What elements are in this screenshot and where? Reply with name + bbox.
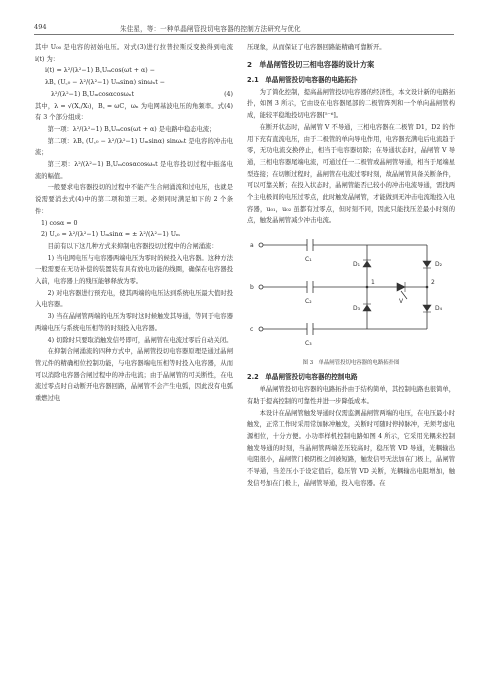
formula-text-3: λ²/(λ²−1) B꜀Uₘcosαcosωₙt [51, 90, 135, 98]
section-heading-2: 2 单晶闸管投切三相电容器的设计方案 [247, 59, 375, 69]
label-a: a [250, 242, 254, 250]
equation-number: (4) [224, 90, 233, 98]
control-paragraph-1: 单晶闸管投切电容器的电路拓扑由于结构简单，其控制电路也很简单，有助于提高控制的可靠性并进一步降低成本。 [247, 386, 455, 405]
label-d2: D₂ [435, 261, 443, 269]
condition-2: 2) U꜀₀ = λ²/(λ²−1) Uₘsinα = ± λ²/(λ²−1) Uₘ [41, 231, 180, 239]
circuit-diagram [247, 231, 455, 349]
topology-paragraph-2: 在断开状态时，晶闸管 V 不导通，三相电容器在二极管 D1，D2 的作用下充有直流电压，由于二极管的单向导电作用，电容器充满电后电流趋于零，无功电流交换停止，相当于电容器切除；在导通状态时，晶闸管 V 导通，三相电容器尾端电流，可通过任一二极管或晶闸管导通，相当于尾端星型连接；在切断过程时，晶闸管在电流过零时刻，故晶闸管具备关断条件，可以可靠关断；在投入状态时，晶闸管能否已较小的冲击电流导通，需找两个主电极间的电压过零点，此时触发晶闸管，才能做到无冲击电流地投入电容器，u₀₁，u₀₂ 虽都有过零点，但时刻不同，因此只能找压差最小时刻的点，触发晶闸管减少冲击电流。 [247, 123, 455, 225]
left-column [35, 42, 233, 405]
label-node-1: 1 [371, 279, 375, 287]
diode-d3 [363, 305, 371, 311]
thyristor-v [397, 283, 405, 291]
label-c: c [250, 326, 254, 334]
running-title: 朱佳星，等：一种单晶闸管投切电容器的控制方法研究与优化 [120, 25, 301, 33]
right-column [247, 42, 455, 489]
label-c1: C₁ [305, 256, 312, 264]
formula-line-1: i(t) = λ²/(λ²−1) B꜀Uₘcos(ωt + α) − [45, 67, 155, 75]
label-v: V [399, 298, 404, 306]
part-3: 第三项：λ²/(λ²−1) B꜀Uₘcosαcosωₙt 是电容投切过程中振荡电流的幅值。 [35, 161, 233, 180]
diode-d4 [423, 305, 431, 311]
terminal-b [259, 285, 263, 289]
terminal-c [259, 327, 263, 331]
diode-d1 [363, 261, 371, 267]
continued-paragraph: 压现象，从而保证了电容器回路能精确可靠断开。 [247, 44, 386, 51]
terminal-a [259, 243, 263, 247]
formula-line-2: λB꜀ (U꜀₀ − λ²/(λ²−1) Uₘsinα) sinωₙt − [45, 79, 166, 87]
intro-paragraph: 其中 U₀₀ 是电容的初始电压。对式(3)进行拉普拉斯反变换得到电流 i(t) 为： [35, 44, 233, 63]
diode-d2 [423, 261, 431, 267]
label-d1: D₁ [353, 261, 361, 269]
method-item-2: 2) 对电容器进行预充电，使其两端的电压达到系统电压最大值时投入电容器。 [35, 289, 233, 309]
label-b: b [250, 284, 254, 292]
part-2: 第二项：λB꜀ (U꜀₀ − λ²/(λ²−1) Uₘsinα) sinωₙt 是电容的冲击电流； [35, 137, 233, 157]
condition-1: 1) cosα = 0 [41, 219, 78, 227]
label-d3: D₃ [353, 305, 361, 313]
general-paragraph: 一般要求电容器投切的过程中不能产生合闸涌流和过电压，也就是说需要消去式(4)中的第二项和第三项。必须同时满足如下的 2 个条件： [35, 184, 233, 215]
label-node-2: 2 [431, 279, 435, 287]
where-paragraph: 其中，λ = √(X꜀/Xₗ)，B꜀ = ωC，ωₙ 为电网基波电压的角频率。式(4)有 3 个部分组成： [35, 102, 233, 122]
label-d4: D₄ [435, 305, 443, 313]
label-c3: C₃ [305, 340, 312, 348]
circuit-figure [247, 231, 455, 359]
topology-paragraph-1: 为了简化控制，提高晶闸管投切电容器的经济性，本文设计新的电路拓扑，如图 3 所示，它由设在电容器尾部的二极管阵列和一个单向晶闸管构成，能较平稳地投切电容器[⁵⁻⁶]。 [247, 88, 455, 120]
method-item-4: 4) 切除时只要取消触发信号即可，晶闸管在电流过零后自动关闭。 [47, 336, 233, 344]
part-1: 第一项：λ²/(λ²−1) B꜀Uₘcos(ωt + α) 是电路中稳态电流； [47, 125, 216, 133]
control-paragraph-2: 本设计在晶闸管触发导通时仅需监测晶闸管两端的电压，在电压最小时触发，正常工作时采用常加脉冲触发，关断时可随时停掉脉冲，无须考虑电源相位，十分方便。小功率样机控制电路如图 4 所示，它采用光耦来控制触发导通的时刻，当晶闸管两端差压较高时，稳压管 VD 导通，光耦输出电阻很小，晶闸管门极阴极之间被短路，触发信号无法加在门极上，晶闸管不导通，当差压小于设定值后，稳压管 VD 关断，光耦输出电阻增加，触发信号加在门极上，晶闸管导通，投入电容器。在 [247, 409, 455, 487]
methods-paragraph: 目前有以下这几种方式来抑制电容器投切过程中的合闸涌流： [47, 242, 218, 250]
last-paragraph: 在抑制合闸涌流的四种方式中，晶闸管投切电容器原理是通过晶闸管元件的精确相位控制功能，与电容器端电压相等时投入电容器，从而可以消除电容器合闸过程中的冲击电流；由于晶闸管的可关断性，在电流过零点时自动断开电容器回路，晶闸管不会产生电弧，因此没有电弧重燃过电 [35, 348, 233, 403]
subsection-heading-2-2: 2.2 单晶闸管投切电容器的控制电路 [247, 373, 358, 382]
method-item-3: 3) 当在晶闸管两端的电压为零时这时候触发其导通，等同于电容器两端电压与系统电压相等的时刻投入电容器。 [35, 313, 233, 332]
method-item-1: 1) 当电网电压与电容器两端电压为零时的候投入电容器。这种方法一般需要在无功补偿的装置装有具有放电功能的线圈，确保在电容器投入前，电容器上的残压能够释放为零。 [35, 254, 233, 286]
subsection-heading-2-1: 2.1 单晶闸管投切电容器的电路拓扑 [247, 75, 358, 84]
label-c2: C₂ [305, 298, 312, 306]
page-number: 494 [34, 23, 47, 31]
figure-caption: 图 3 单晶闸管投切电容器的电路拓扑图 [302, 360, 400, 367]
formula-line-3 [35, 89, 233, 101]
header-rule [34, 34, 454, 35]
